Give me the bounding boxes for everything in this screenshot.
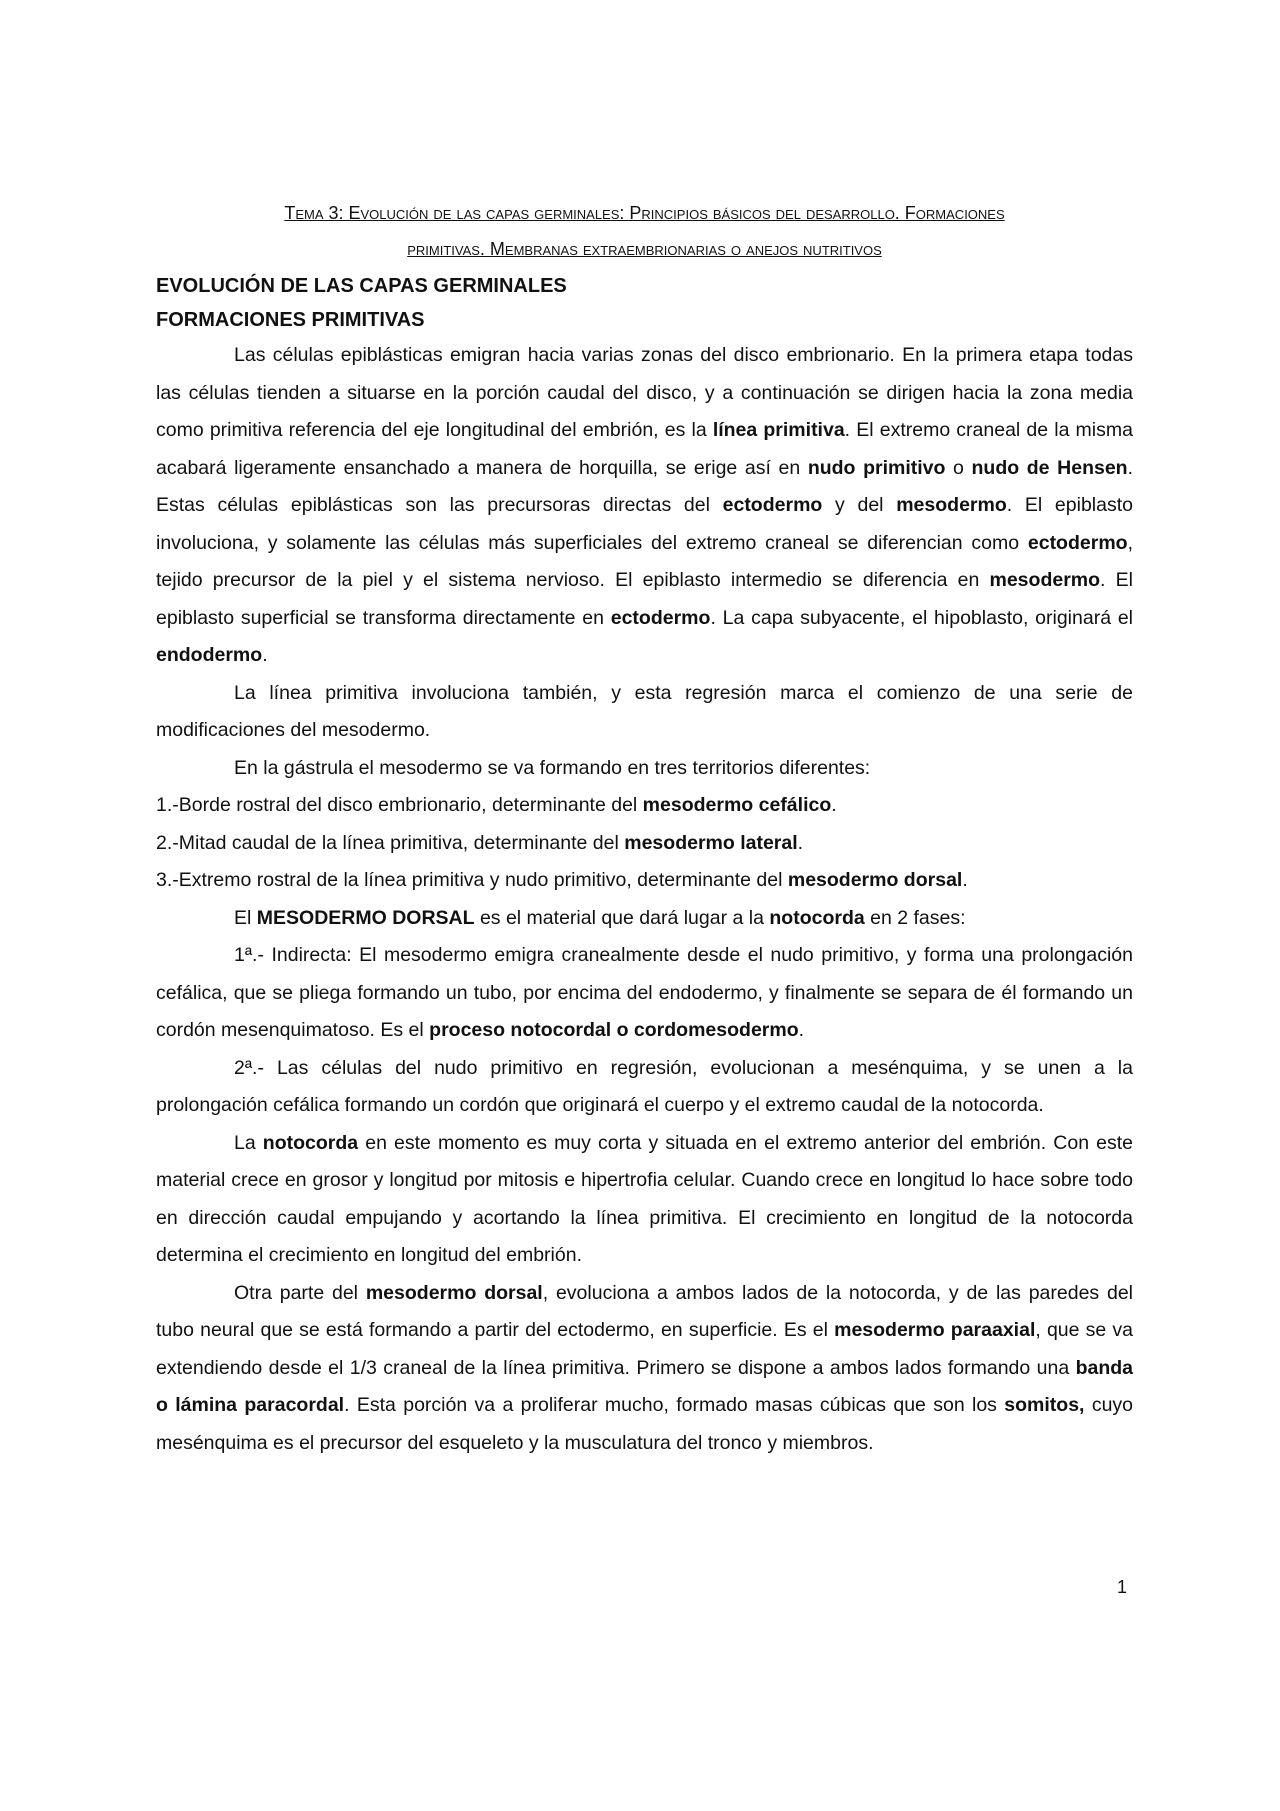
paragraph-2: La línea primitiva involuciona también, y esta regresión marca el comienzo de una serie de modificaciones del mesodermo. [156,681,1133,741]
bold-term: ectodermo [610,606,711,629]
subsection-heading: FORMACIONES PRIMITIVAS [156,309,425,331]
text-run: . Estas células epiblásticas son las precursoras directas del [156,456,1134,516]
bold-term: mesodermo dorsal [787,869,963,891]
bold-term: ectodermo [722,494,823,516]
page-number: 1 [1117,1577,1128,1597]
text-run: 3.-Extremo rostral de la línea primitiva y nudo primitivo, determinante del [156,869,788,891]
text-run: es el material que dará lugar a la [474,906,770,929]
text-run: 1ª.- Indirecta: El mesodermo emigra cranealmente desde el nudo primitivo, y forma una prolongación cefálica, que se pliega formando un tubo, por encima del endodermo, y finalmente se separa de él formando un cordón mesenquimatoso. Es el [156,944,1133,1041]
text-run: o [945,456,972,479]
bold-term: notocorda [769,906,865,929]
text-run: , evoluciona a ambos lados de la notocorda, y de las paredes del tubo neural que se está formando a partir del ectodermo, en superficie. Es el [156,1281,1133,1341]
text-run: . El extremo craneal de la misma acabará ligeramente ensanchado a manera de horquilla, se erige así en [156,419,1133,479]
page-content [156,195,1133,1462]
text-run: Otra parte del [234,1281,366,1304]
text-run: . El epiblasto involuciona, y solamente las células más superficiales del extremo craneal se diferencian como [156,494,1133,554]
text-run: La [234,1131,263,1154]
paragraph-1 [156,337,1133,675]
title-line-1: Tema 3: Evolución de las capas germinales: Principios básicos del desarrollo. Formaciones [284,203,1005,223]
section-heading: EVOLUCIÓN DE LAS CAPAS GERMINALES [156,275,567,297]
bold-term: MESODERMO DORSAL [256,906,475,929]
bold-term: mesodermo [896,494,1007,516]
text-run: , que se va extendiendo desde el 1/3 craneal de la línea primitiva. Primero se dispone a ambos lados formando una [156,1319,1133,1379]
text-run: . [962,869,968,891]
text-run: . [797,831,804,854]
bold-term: nudo primitivo [807,456,946,479]
text-run: . Esta porción va a proliferar mucho, formado masas cúbicas que son los [344,1394,1005,1416]
bold-term: ectodermo [1027,531,1128,554]
bold-term: mesodermo paraaxial [834,1319,1036,1341]
paragraph-6: 2ª.- Las células del nudo primitivo en regresión, evolucionan a mesénquima, y se unen a la prolongación cefálica formando un cordón que originará el cuerpo y el extremo caudal de la notocorda. [156,1056,1133,1116]
text-run: Las células epiblásticas emigran hacia varias zonas del disco embrionario. En la primera etapa todas las células tienden a situarse en la porción caudal del disco, y a continuación se dirigen hacia la zona media como primitiva referencia del eje longitudinal del embrión, es la [156,344,1133,441]
text-run: . [262,644,268,666]
list-item [156,862,1133,900]
text-run: . [798,1019,805,1041]
bold-term: línea primitiva [712,419,845,441]
bold-term: nudo de Hensen [971,456,1128,479]
bold-term: mesodermo [989,569,1101,591]
list-item [156,787,1133,825]
document-title [156,195,1133,267]
text-run: en este momento es muy corta y situada en el extremo anterior del embrión. Con este material crece en grosor y longitud por mitosis e hipertrofia celular. Cuando crece en longitud lo hace sobre todo en dirección caudal empujando y acortando la línea primitiva. El crecimiento en longitud de la notocorda determina el crecimiento en longitud del embrión. [156,1131,1134,1266]
paragraph-3: En la gástrula el mesodermo se va formando en tres territorios diferentes: [234,756,871,779]
bold-term: somitos, [1004,1394,1085,1416]
bold-term: mesodermo cefálico [642,794,832,816]
text-run: en 2 fases: [864,906,966,929]
bold-term: banda o lámina paracordal [156,1356,1133,1416]
bold-term: endodermo [156,644,263,666]
text-run: , tejido precursor de la piel y el sistema nervioso. El epiblasto intermedio se diferencia en [156,531,1133,591]
bold-term: notocorda [262,1131,359,1154]
paragraph-4 [156,900,1133,938]
text-run: El [234,906,257,929]
bold-term: mesodermo lateral [624,831,798,854]
bold-term: mesodermo dorsal [365,1281,543,1304]
paragraph-5 [156,937,1133,1050]
text-run: . [831,794,837,816]
text-run: cuyo mesénquima es el precursor del esqueleto y la musculatura del tronco y miembros. [156,1394,1134,1454]
paragraph-8 [156,1275,1133,1463]
text-run: 1.-Borde rostral del disco embrionario, determinante del [156,794,643,816]
paragraph-7 [156,1125,1133,1275]
text-run: y del [822,494,897,516]
title-line-2: primitivas. Membranas extraembrionarias o anejos nutritivos [407,239,882,259]
list-item [156,825,1133,863]
text-run: 2.-Mitad caudal de la línea primitiva, determinante del [156,831,625,854]
text-run: . El epiblasto superficial se transforma directamente en [156,569,1133,629]
text-run: . La capa subyacente, el hipoblasto, originará el [710,606,1133,629]
bold-term: proceso notocordal o cordomesodermo [429,1019,799,1041]
